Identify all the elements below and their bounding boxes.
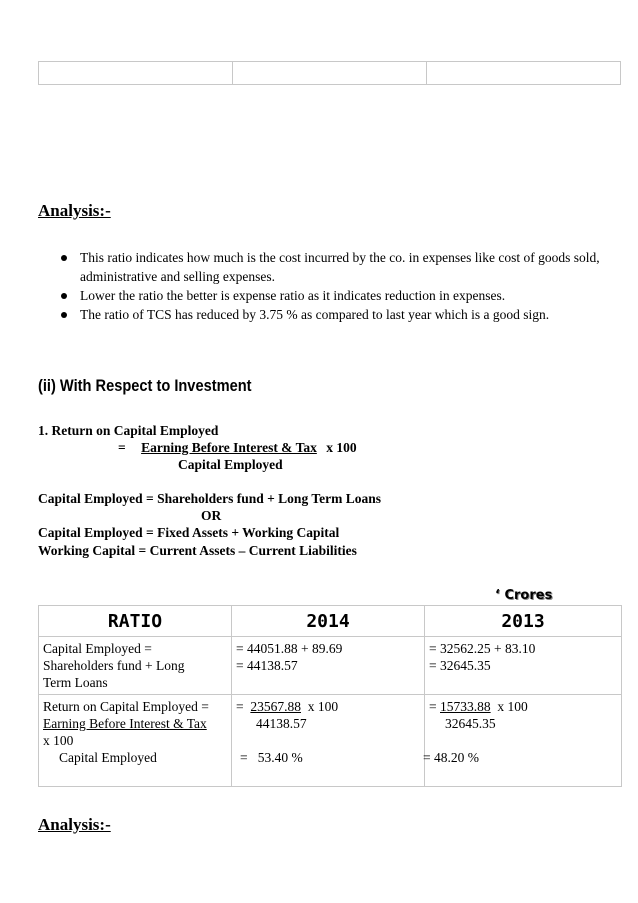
- cell-text: x 100: [43, 733, 74, 748]
- list-item: The ratio of TCS has reduced by 3.75 % as compared to last year which is a good sign.: [54, 305, 614, 324]
- cell-text: = 44051.88 + 89.69: [236, 641, 343, 656]
- formula-title: 1. Return on Capital Employed: [38, 423, 219, 438]
- analysis-heading: Analysis:-: [38, 201, 111, 220]
- table-cell: [39, 637, 232, 695]
- column-header: 2014: [232, 606, 425, 637]
- table-row: [39, 637, 622, 695]
- cell-text: Term Loans: [43, 675, 108, 690]
- numerator-value: 15733.88: [440, 699, 491, 714]
- table-cell: [425, 637, 622, 695]
- cell-text: Capital Employed =: [43, 641, 152, 656]
- equals-sign: =: [429, 699, 437, 714]
- analysis-heading: Analysis:-: [38, 815, 111, 834]
- column-header: 2013: [425, 606, 622, 637]
- denominator-value: 44138.57: [256, 716, 307, 731]
- result-value: = 48.20 %: [423, 750, 479, 765]
- cell-text: Capital Employed: [59, 750, 157, 765]
- table-cell: [39, 695, 232, 787]
- formula-denominator: Capital Employed: [178, 457, 283, 472]
- numerator-value: 23567.88: [250, 699, 301, 714]
- units-label: ‘ Crores: [495, 588, 553, 603]
- denominator-value: 32645.35: [445, 716, 496, 731]
- table-header-row: [39, 606, 622, 637]
- multiplier: x 100: [307, 699, 339, 714]
- analysis-bullet-list: [54, 248, 614, 324]
- cell-text: = 32645.35: [429, 658, 491, 673]
- formula-numerator-line: [118, 440, 357, 456]
- cell-text: Shareholders fund + Long: [43, 658, 185, 673]
- formula-multiplier: x 100: [326, 440, 357, 455]
- list-item: This ratio indicates how much is the cost incurred by the co. in expenses like cost of goods sold, administrative and selling expenses.: [54, 248, 614, 286]
- multiplier: x 100: [497, 699, 528, 714]
- empty-table: [38, 61, 621, 85]
- equals-sign: =: [118, 440, 126, 455]
- or-label: OR: [201, 508, 222, 523]
- cell-text: = 44138.57: [236, 658, 298, 673]
- empty-cell: [39, 62, 233, 85]
- definition-line: Capital Employed = Shareholders fund + Long Term Loans: [38, 491, 381, 506]
- table-cell: [425, 695, 622, 787]
- column-header: RATIO: [39, 606, 232, 637]
- cell-text: = 32562.25 + 83.10: [429, 641, 536, 656]
- cell-text: Earning Before Interest & Tax: [43, 716, 207, 731]
- equals-sign: =: [236, 699, 244, 714]
- cell-text: [236, 732, 420, 749]
- section-title: (ii) With Respect to Investment: [38, 376, 252, 395]
- definition-line: Capital Employed = Fixed Assets + Working Capital: [38, 525, 340, 540]
- ratio-table: [38, 605, 622, 787]
- list-item: Lower the ratio the better is expense ratio as it indicates reduction in expenses.: [54, 286, 614, 305]
- cell-text: Return on Capital Employed =: [43, 699, 209, 714]
- definition-line: Working Capital = Current Assets – Current Liabilities: [38, 543, 357, 558]
- table-cell: [232, 695, 425, 787]
- empty-cell: [427, 62, 621, 85]
- formula-numerator: Earning Before Interest & Tax: [141, 440, 317, 455]
- empty-cell: [233, 62, 427, 85]
- cell-text: [429, 732, 617, 749]
- cell-formula: [236, 698, 420, 715]
- result-value: = 53.40 %: [240, 750, 303, 765]
- table-row: [39, 695, 622, 787]
- table-cell: [232, 637, 425, 695]
- cell-formula: [429, 698, 617, 715]
